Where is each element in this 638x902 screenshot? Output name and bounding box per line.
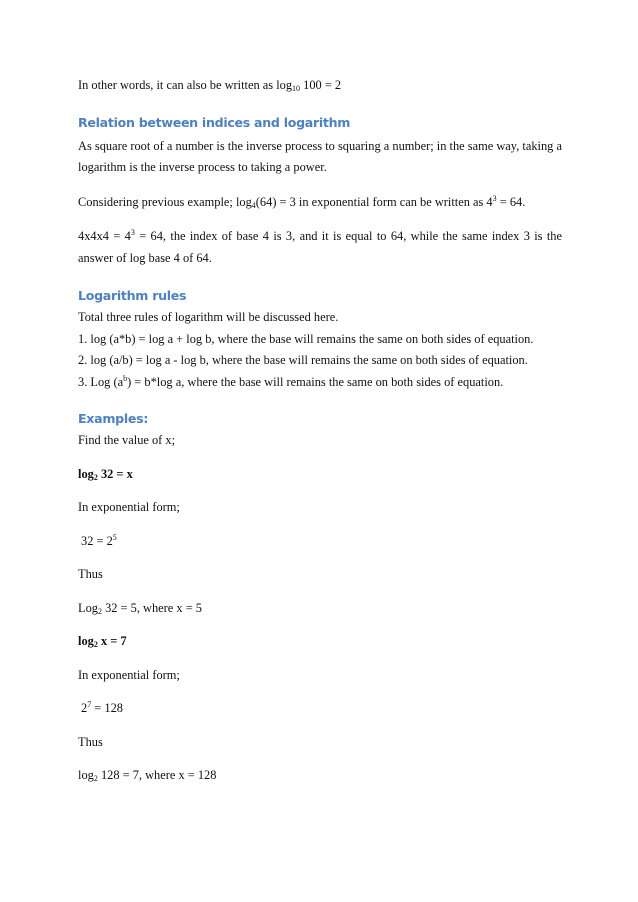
example1-exponential: $32 = 2^5$ (81, 532, 117, 548)
document-page (78, 70, 562, 787)
rule-product: 1. log (a*b) = log a + log b, where the base will remains the same on both sides of equation. (78, 331, 534, 346)
example1-thus: Thus (78, 567, 103, 581)
example2-form-label: In exponential form; (78, 667, 180, 682)
example1-result: Log$_2$ 32 = 5, where x = 5 (78, 600, 202, 616)
paragraph-previous-example: Considering previous example; $\log_4(64) = 3$ in exponential form can be written as $4^3 = 64$. (78, 193, 526, 210)
heading-logarithm-rules: Logarithm rules (78, 288, 187, 303)
example2-exponential: $2^7 = 128$ (81, 700, 123, 715)
paragraph-index-explanation: $4x4x4 = 4^3 = 64$, the index of base 4 is 3, and it is equal to 64, while the same index 3 is the answer of log base 4 of 64. (78, 228, 562, 265)
example1-equation: $\log_2 32 = x$ (78, 466, 133, 482)
rules-intro: Total three rules of logarithm will be discussed here. (78, 310, 339, 324)
heading-examples: Examples: (78, 411, 149, 426)
example2-thus: Thus (78, 734, 103, 749)
heading-indices-logarithm: Relation between indices and logarithm (78, 114, 351, 130)
example2-result: $\log_2 128 = 7$, where x = 128 (78, 768, 217, 783)
paragraph-inverse-process: As square root of a number is the inverse process to squaring a number; in the same way, taking a logarithm is the inverse process to taking a power. (78, 138, 562, 174)
example2-equation: $\log_2 x = 7$ (78, 634, 127, 649)
example1-form-label: In exponential form; (78, 500, 180, 514)
rule-quotient: 2. log (a/b) = log a - log b, where the base will remains the same on both sides of equation. (78, 353, 528, 367)
intro-line: In other words, it can also be written as $\log_{10} 100 = 2$ (78, 78, 342, 93)
find-value-line: Find the value of x; (78, 433, 176, 447)
rule-power: 3. Log $(a^b) = b*\log$ a, where the base will remains the same on both sides of equation. (78, 373, 504, 389)
